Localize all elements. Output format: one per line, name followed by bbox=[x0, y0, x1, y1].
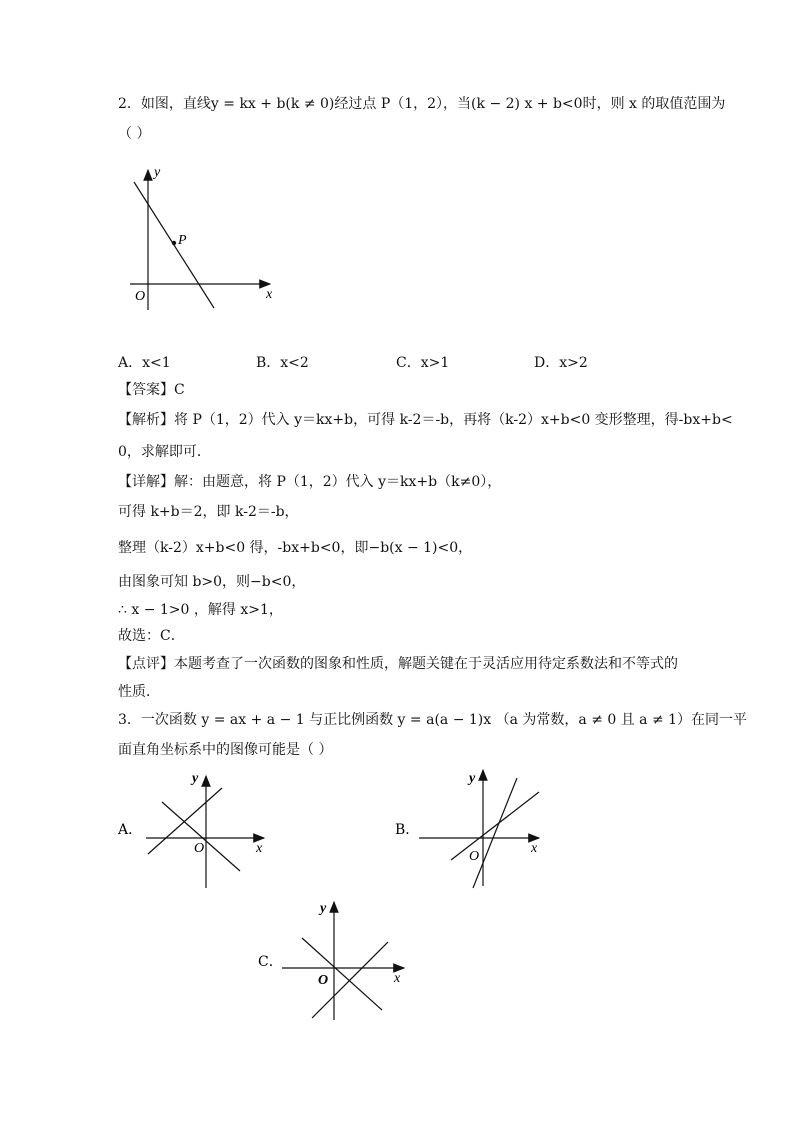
q2-point-p bbox=[172, 241, 176, 245]
q2-x-label: x bbox=[266, 287, 273, 302]
q3-figure-a bbox=[118, 768, 278, 893]
q2-option-c: C．x>1 bbox=[396, 355, 450, 371]
q2-answer: 【答案】C bbox=[118, 382, 185, 398]
q3a-y-label: y bbox=[192, 771, 199, 786]
q2-detail-1: 【详解】解：由题意，将 P（1，2）代入 y＝kx+b（k≠0）， bbox=[118, 474, 502, 490]
q2-comment-1: 【点评】本题考查了一次函数的图象和性质，解题关键在于灵活应用待定系数法和不等式的 bbox=[118, 656, 678, 672]
q2-origin-label: O bbox=[135, 289, 146, 304]
q3-option-c-label: C． bbox=[258, 954, 283, 970]
q2-p-label: P bbox=[178, 233, 187, 248]
q3c-origin-label: O bbox=[318, 973, 329, 988]
q2-y-label: y bbox=[154, 165, 161, 180]
q2-detail-4: 由图象可知 b>0，则−b<0， bbox=[118, 574, 306, 590]
q2-figure bbox=[120, 160, 290, 320]
q2-analysis-2: 0，求解即可． bbox=[118, 444, 211, 460]
q3b-origin-label: O bbox=[469, 849, 480, 864]
q3-option-a-label: A． bbox=[118, 822, 143, 838]
q3a-origin-label: O bbox=[194, 841, 205, 856]
q3b-line-1 bbox=[473, 778, 517, 888]
q3a-line-1 bbox=[148, 788, 222, 854]
q2-detail-6: 故选：C． bbox=[118, 628, 185, 644]
q3c-line-1 bbox=[302, 938, 382, 1010]
q2-detail-3: 整理（k-2）x+b<0 得，-bx+b<0，即−b(x − 1)<0， bbox=[118, 540, 473, 556]
q3-option-b-label: B． bbox=[395, 822, 420, 838]
q2-stem-line1: 2．如图，直线y = kx + b(k ≠ 0)经过点 P（1，2），当(k − 2) x + b<0时，则 x 的取值范围为 bbox=[118, 96, 726, 112]
q3c-x-label: x bbox=[394, 971, 401, 986]
q3-figure-c bbox=[256, 898, 416, 1023]
q3a-line-2 bbox=[162, 802, 240, 871]
q2-option-b: B．x<2 bbox=[256, 355, 309, 371]
q2-option-d: D．x>2 bbox=[534, 355, 588, 371]
q3a-x-label: x bbox=[256, 841, 263, 856]
q3-stem-line1: 3．一次函数 y = ax + a − 1 与正比例函数 y = a(a − 1)x （a 为常数，a ≠ 0 且 a ≠ 1）在同一平 bbox=[118, 712, 748, 728]
q3c-y-label: y bbox=[320, 901, 327, 916]
q2-option-a: A．x<1 bbox=[118, 355, 171, 371]
q3b-line-2 bbox=[451, 792, 539, 860]
q2-detail-2: 可得 k+b＝2，即 k-2＝-b， bbox=[118, 504, 299, 520]
q3-figure-b bbox=[395, 768, 555, 893]
q3b-y-label: y bbox=[469, 771, 476, 786]
q3-stem-line2: 面直角坐标系中的图像可能是（ ） bbox=[118, 742, 333, 758]
q2-analysis-1: 【解析】将 P（1，2）代入 y＝kx+b，可得 k-2＝-b，再将（k-2）x+b<0 变形整理，得-bx+b< bbox=[118, 412, 733, 428]
q2-comment-2: 性质． bbox=[118, 684, 160, 700]
q3b-x-label: x bbox=[531, 841, 538, 856]
q2-detail-5: ∴ x − 1>0 ，解得 x>1， bbox=[118, 602, 283, 618]
q2-stem-line2: （ ） bbox=[118, 126, 151, 142]
